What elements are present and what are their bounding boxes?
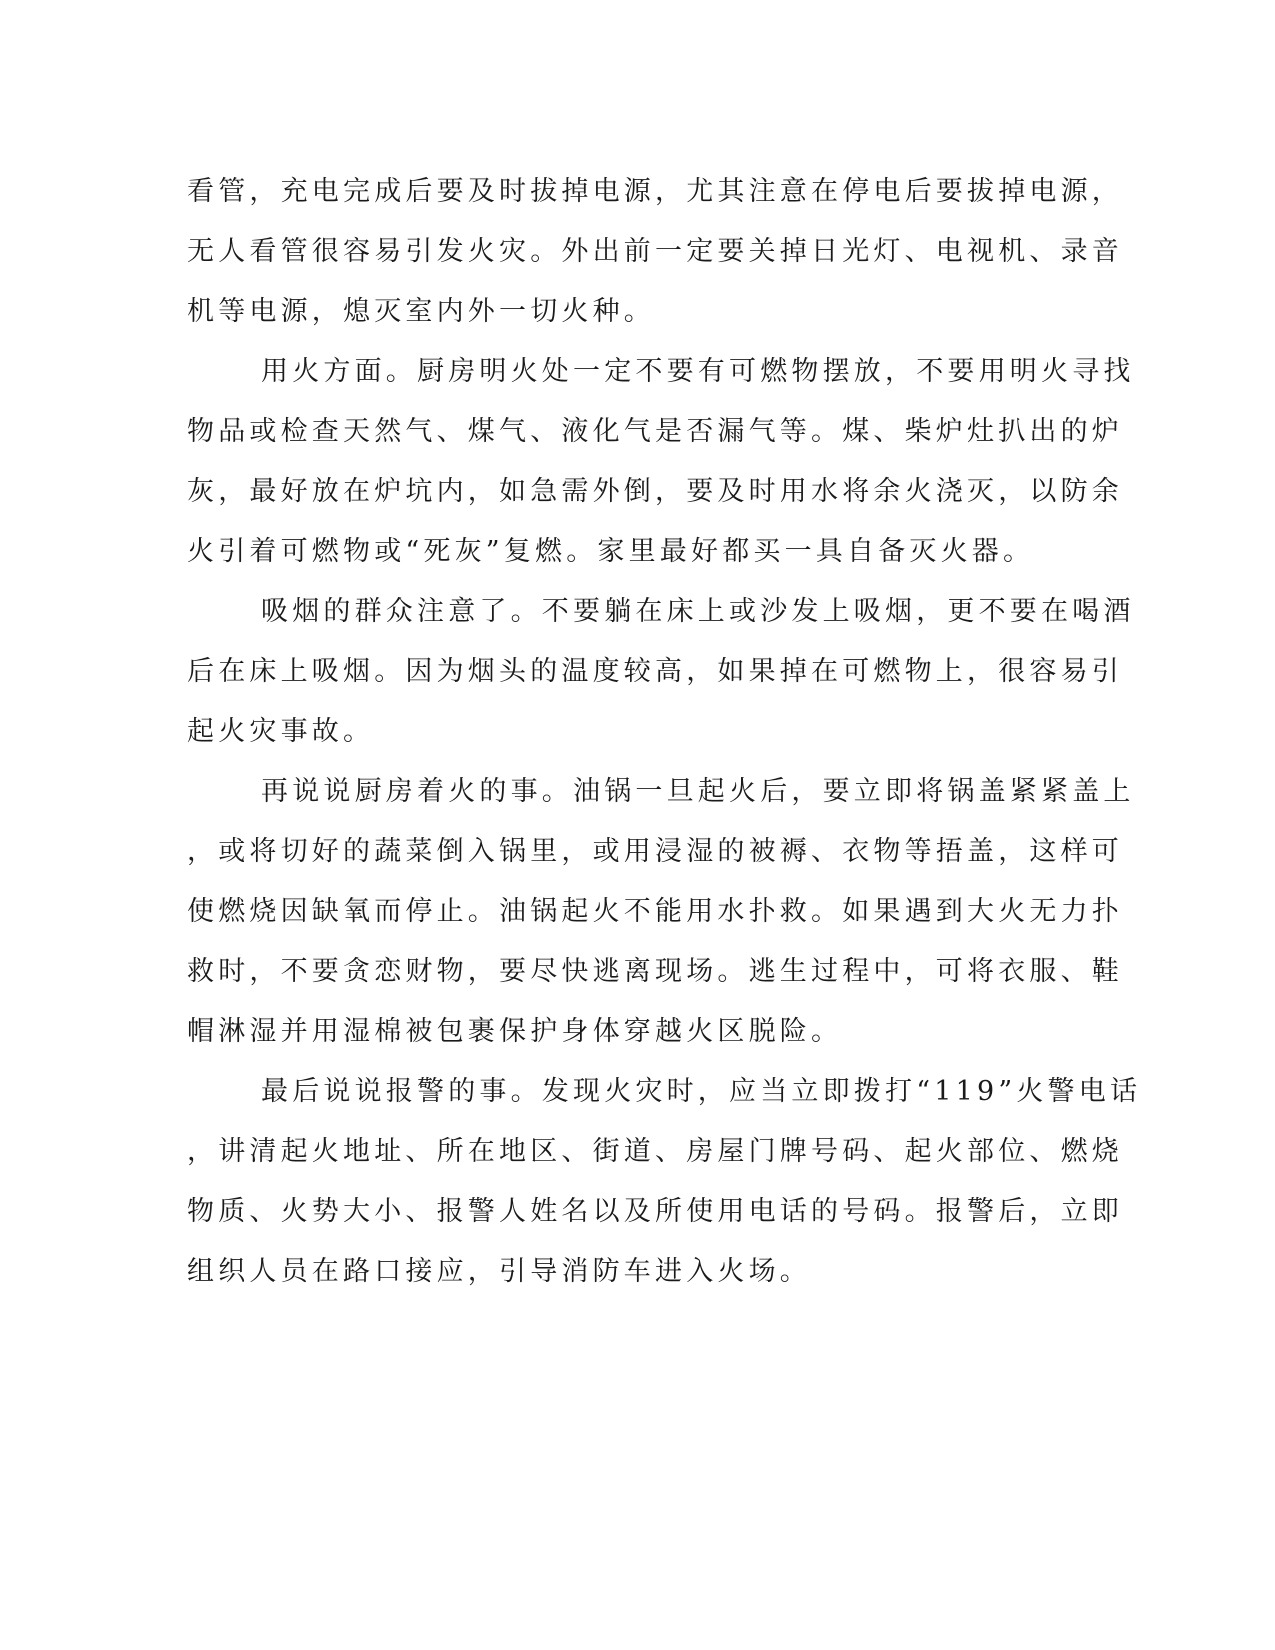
paragraph-line: 物品或检查天然气、煤气、液化气是否漏气等。煤、柴炉灶扒出的炉 (187, 416, 1123, 447)
document-body (187, 162, 1142, 1302)
paragraph-line: 再说说厨房着火的事。油锅一旦起火后，要立即将锅盖紧紧盖上 (261, 776, 1135, 807)
paragraph-fire-alarm (187, 1062, 1142, 1302)
paragraph-line: 使燃烧因缺氧而停止。油锅起火不能用水扑救。如果遇到大火无力扑 (187, 896, 1123, 927)
paragraph-line: 看管，充电完成后要及时拔掉电源，尤其注意在停电后要拔掉电源， (187, 176, 1123, 207)
paragraph-line: ，讲清起火地址、所在地区、街道、房屋门牌号码、起火部位、燃烧 (187, 1136, 1123, 1167)
paragraph-line: 救时，不要贪恋财物，要尽快逃离现场。逃生过程中，可将衣服、鞋 (187, 956, 1123, 987)
paragraph-smoking (187, 582, 1135, 762)
paragraph-line: 灰，最好放在炉坑内，如急需外倒，要及时用水将余火浇灭，以防余 (187, 476, 1123, 507)
paragraph-line: 帽淋湿并用湿棉被包裹保护身体穿越火区脱险。 (187, 1016, 843, 1047)
paragraph-line: 用火方面。厨房明火处一定不要有可燃物摆放，不要用明火寻找 (261, 356, 1135, 387)
paragraph-line: ，或将切好的蔬菜倒入锅里，或用浸湿的被褥、衣物等捂盖，这样可 (187, 836, 1123, 867)
paragraph-power-safety (187, 162, 1123, 342)
paragraph-line: 起火灾事故。 (187, 716, 375, 747)
paragraph-line: 组织人员在路口接应，引导消防车进入火场。 (187, 1256, 811, 1287)
paragraph-line: 机等电源，熄灭室内外一切火种。 (187, 296, 655, 327)
paragraph-line: 火引着可燃物或“死灰”复燃。家里最好都买一具自备灭火器。 (187, 536, 1035, 567)
paragraph-line: 后在床上吸烟。因为烟头的温度较高，如果掉在可燃物上，很容易引 (187, 656, 1123, 687)
paragraph-fire-use (187, 342, 1135, 582)
paragraph-kitchen-fire (187, 762, 1135, 1062)
paragraph-line: 最后说说报警的事。发现火灾时，应当立即拨打“119”火警电话 (261, 1076, 1142, 1107)
paragraph-line: 物质、火势大小、报警人姓名以及所使用电话的号码。报警后，立即 (187, 1196, 1123, 1227)
paragraph-line: 无人看管很容易引发火灾。外出前一定要关掉日光灯、电视机、录音 (187, 236, 1123, 267)
paragraph-line: 吸烟的群众注意了。不要躺在床上或沙发上吸烟，更不要在喝酒 (261, 596, 1135, 627)
